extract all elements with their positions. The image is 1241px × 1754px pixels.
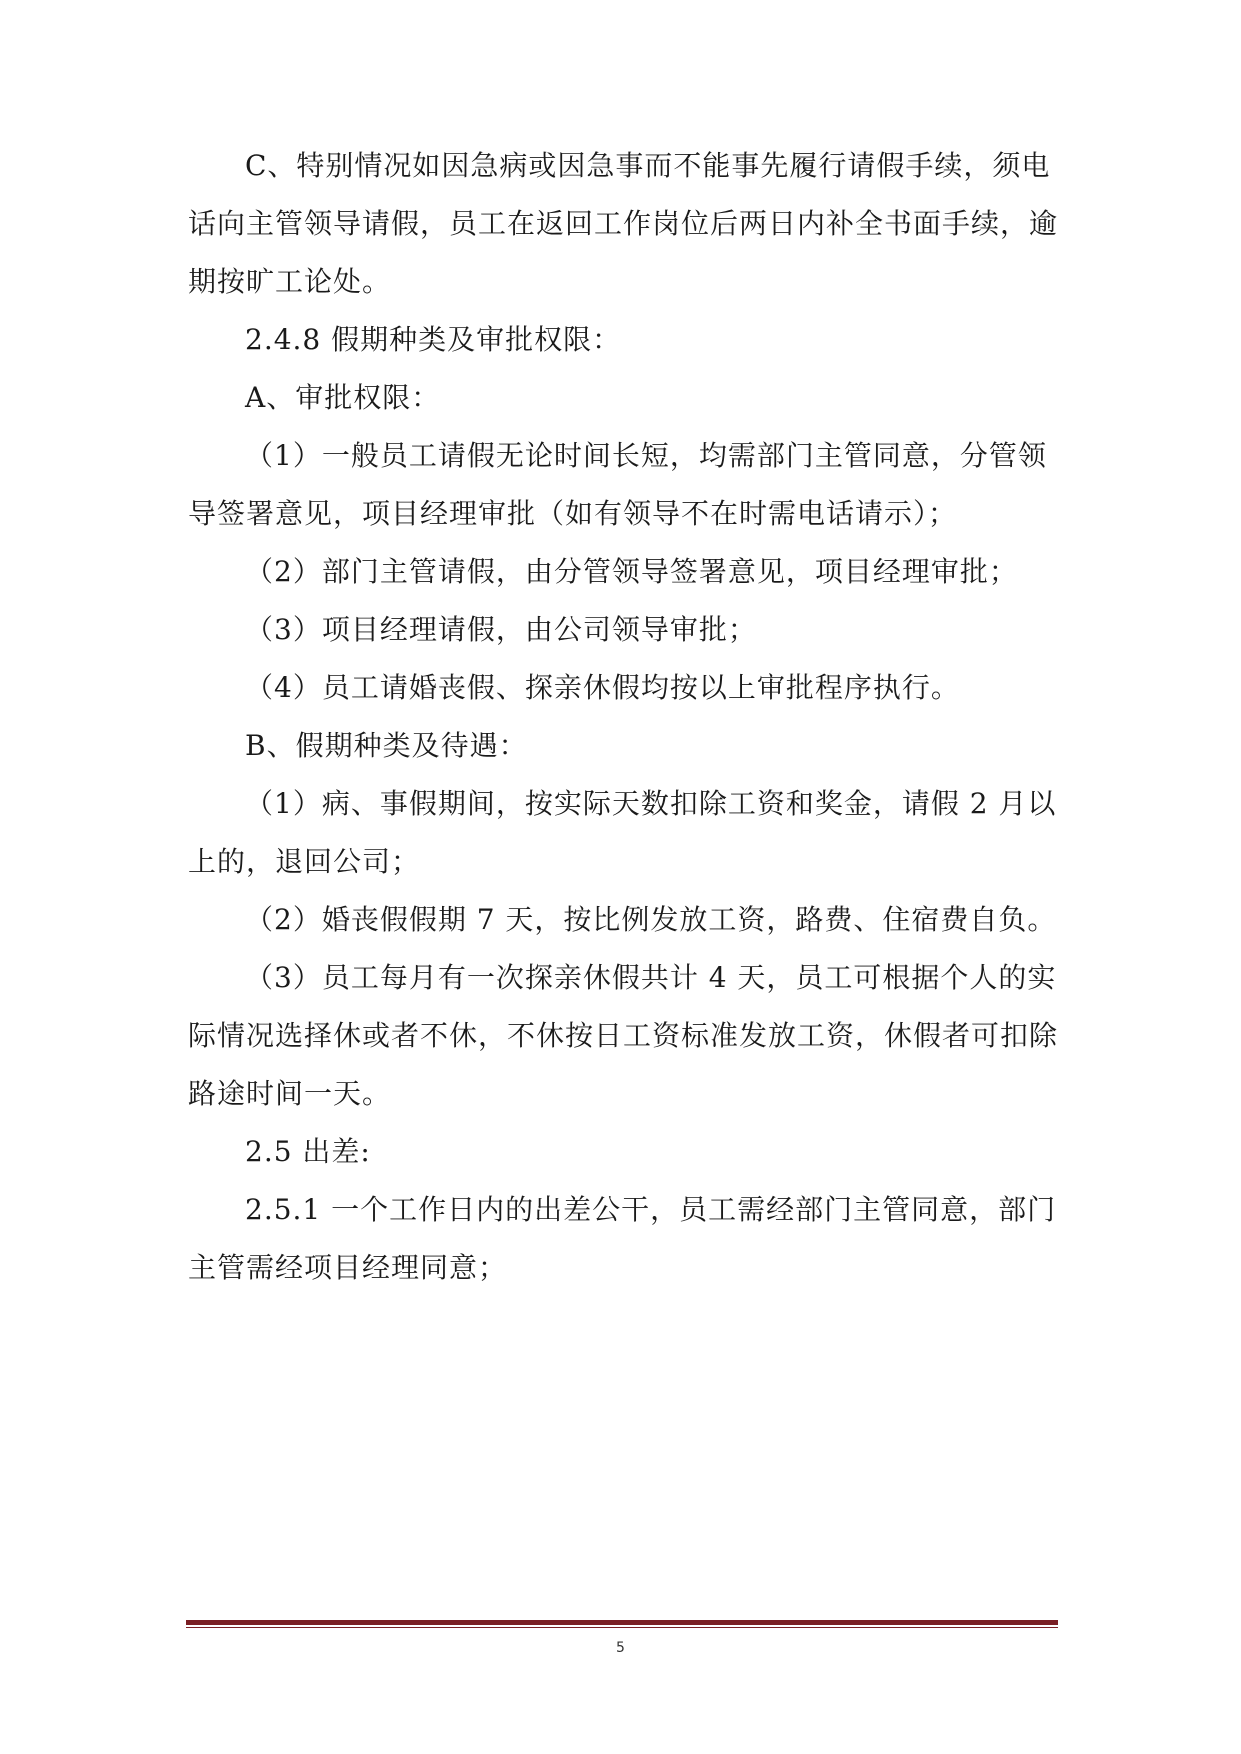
paragraph-line: C、特别情况如因急病或因急事而不能事先履行请假手续，须电	[245, 149, 1051, 182]
paragraph-line: 话向主管领导请假，员工在返回工作岗位后两日内补全书面手续，逾	[188, 207, 1059, 240]
paragraph-line: 主管需经项目经理同意；	[188, 1251, 508, 1284]
section-heading: 2.4.8 假期种类及审批权限：	[245, 323, 622, 356]
paragraph-line: （2）部门主管请假，由分管领导签署意见，项目经理审批；	[245, 555, 1018, 588]
paragraph-line: （4）员工请婚丧假、探亲休假均按以上审批程序执行。	[245, 671, 960, 704]
paragraph-line: 上的，退回公司；	[188, 845, 421, 878]
section-heading: 2.5 出差:	[245, 1135, 371, 1168]
paragraph-line: 期按旷工论处。	[188, 265, 392, 298]
paragraph-line: （1）病、事假期间，按实际天数扣除工资和奖金，请假 2 月以	[245, 787, 1057, 820]
paragraph-line: （1）一般员工请假无论时间长短，均需部门主管同意，分管领	[245, 439, 1047, 472]
subsection-heading: B、假期种类及待遇：	[245, 729, 528, 762]
paragraph-line: 路途时间一天。	[188, 1077, 392, 1110]
paragraph-line: 2.5.1 一个工作日内的出差公干，员工需经部门主管同意，部门	[245, 1193, 1057, 1226]
footer-rule-thin	[186, 1627, 1058, 1628]
paragraph-line: 际情况选择休或者不休，不休按日工资标准发放工资，休假者可扣除	[188, 1019, 1059, 1052]
paragraph-line: 导签署意见，项目经理审批（如有领导不在时需电话请示）；	[188, 497, 958, 530]
subsection-heading: A、审批权限：	[245, 381, 441, 414]
footer-rule	[186, 1620, 1058, 1625]
paragraph-line: （2）婚丧假假期 7 天，按比例发放工资，路费、住宿费自负。	[245, 903, 1057, 936]
paragraph-line: （3）项目经理请假，由公司领导审批；	[245, 613, 757, 646]
paragraph-line: （3）员工每月有一次探亲休假共计 4 天，员工可根据个人的实	[245, 961, 1057, 994]
page-number: 5	[616, 1640, 625, 1656]
